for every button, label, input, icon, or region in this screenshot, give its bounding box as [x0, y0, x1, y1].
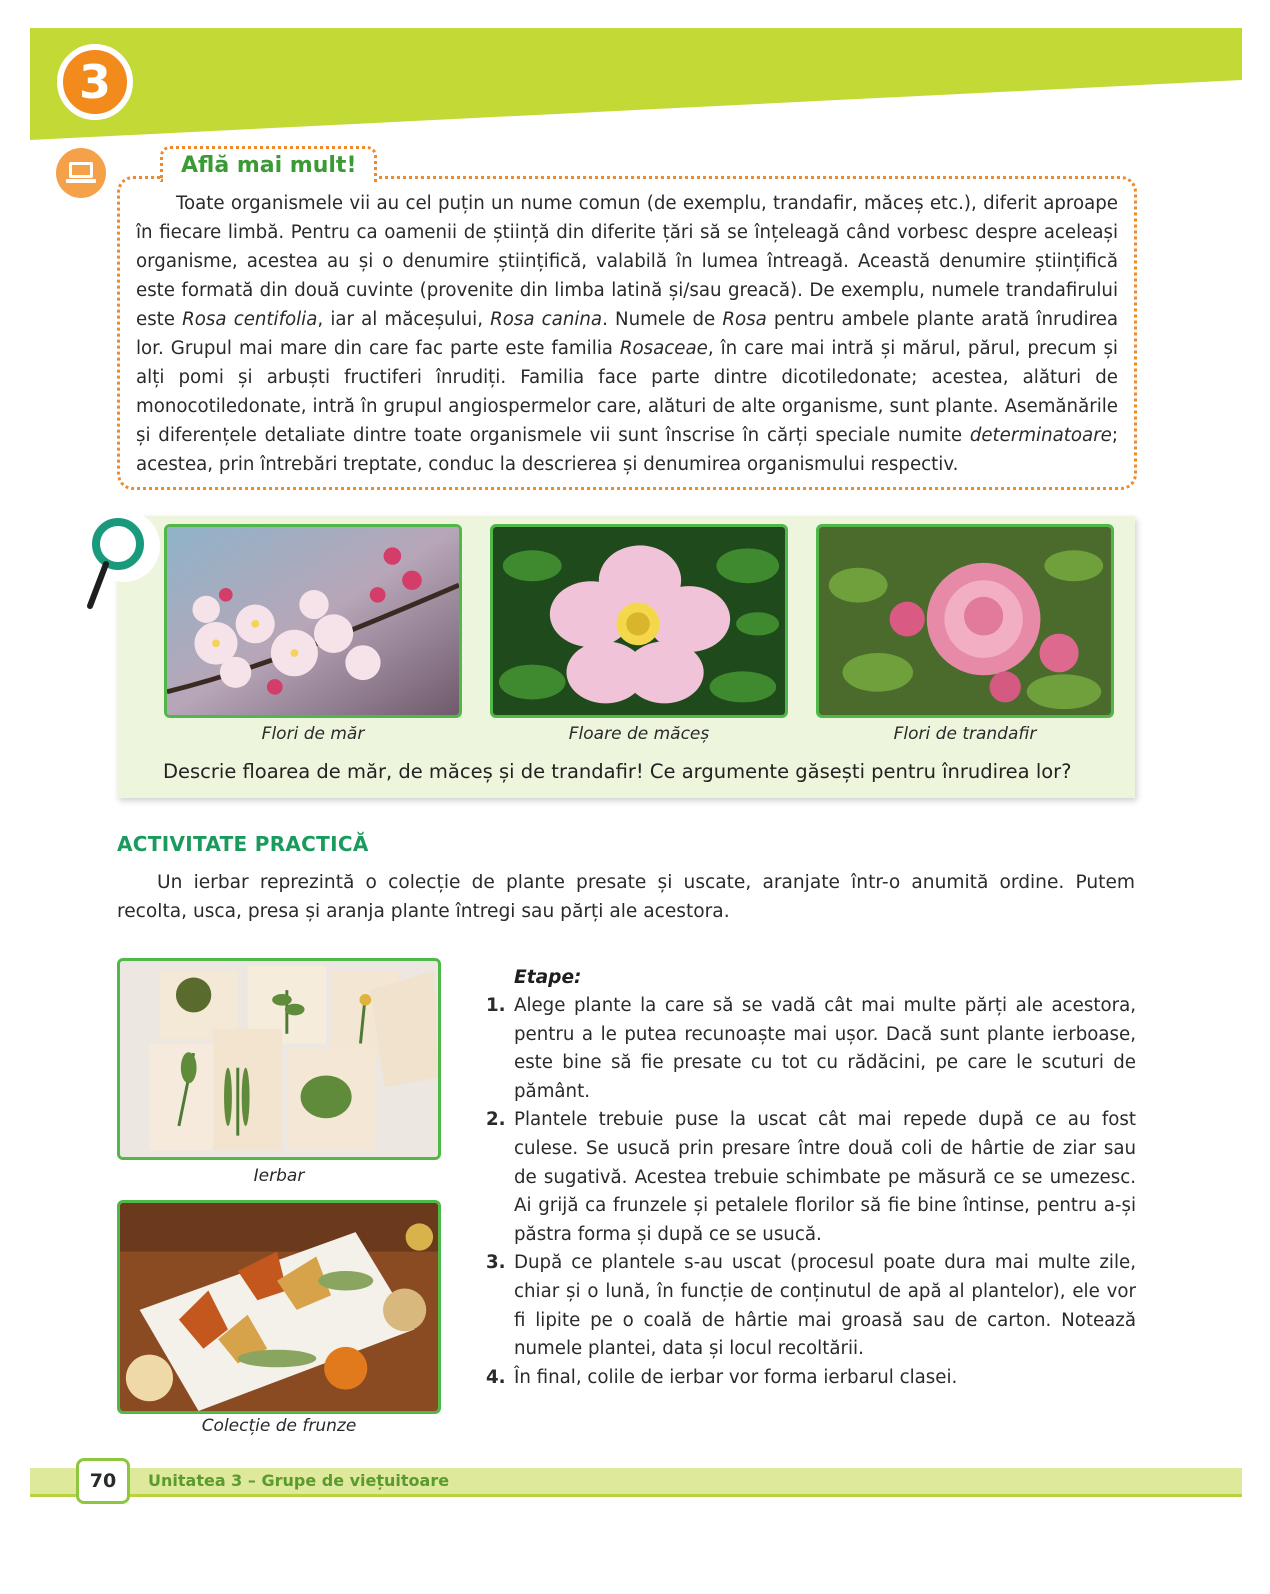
photo-caption: Colecție de frunze — [201, 1416, 357, 1436]
footer-unit-title: Unitatea 3 – Grupe de viețuitoare — [148, 1471, 450, 1490]
step-text: După ce plantele s-au uscat (procesul poate dura mai multe zile, chiar și o lună, în funcție de conținutul de apă al plantelor), ele vor fi lipite pe o coală de hârtie mai groasă sau de carton. Notează numele plantei, data și locul recoltării. — [514, 1252, 1136, 1360]
unit-number-badge — [57, 44, 133, 120]
herbarium-photo — [117, 958, 441, 1160]
step-number: 2. — [486, 1109, 506, 1131]
header-banner — [30, 28, 1242, 140]
rose-photo — [816, 524, 1114, 718]
photo-caption: Flori de trandafir — [893, 724, 1037, 744]
info-box — [117, 176, 1137, 490]
step-number: 1. — [486, 995, 506, 1016]
list-item — [486, 992, 1136, 1106]
step-number: 3. — [486, 1252, 506, 1274]
steps-title: Etape: — [514, 967, 582, 988]
apple-blossom-photo — [164, 524, 462, 718]
unit-number: 3 — [78, 55, 111, 109]
step-text: Plantele trebuie puse la uscat cât mai repede după ce au fost culese. Se usucă prin presare între două coli de hârtie de ziar sau de sugativă. Acestea trebuie schimbate pe măsură ce se umezesc. Ai grijă ca frunzele și petalele florilor să fie bine întinse, pentru a-și păstra forma și după ce se usucă. — [514, 1109, 1136, 1245]
step-text: În final, colile de ierbar vor forma ierbarul clasei. — [514, 1366, 958, 1388]
computer-icon — [56, 148, 106, 198]
steps-list — [486, 964, 1136, 1392]
photo-caption: Flori de măr — [261, 724, 365, 744]
leaf-collection-photo — [117, 1200, 441, 1414]
step-text: Alege plante la care să se vadă cât mai multe părți ale acestora, pentru a le putea recunoaște mai ușor. Dacă sunt plante ierboase, este bine să fie presate cu tot cu rădăcini, pe care le scuturi de pământ. — [514, 995, 1136, 1102]
info-box-title: Află mai mult! — [181, 153, 357, 178]
dog-rose-photo — [490, 524, 788, 718]
photo-caption: Floare de măceș — [568, 724, 710, 744]
step-number: 4. — [486, 1366, 506, 1388]
info-box-title-tab — [160, 146, 377, 182]
page-number: 70 — [89, 1470, 117, 1492]
magnifier-icon — [84, 508, 164, 618]
page-number-box — [76, 1458, 130, 1504]
observation-question: Descrie floarea de măr, de măceș și de trandafir! Ce argumente găsești pentru înrudirea lor? — [163, 760, 1072, 783]
list-item — [486, 1364, 1136, 1393]
section-intro: Un ierbar reprezintă o colecție de plante presate și uscate, aranjate într-o anumită ordine. Putem recolta, usca, presa și aranja plante întregi sau părți ale acestora. — [117, 872, 1135, 922]
footer-line — [30, 1494, 1242, 1497]
info-paragraph: Toate organismele vii au cel puțin un nume comun (de exemplu, trandafir, măceș etc.), diferit aproape în fiecare limbă. Pentru ca oamenii de știință din diferite țări să se înțeleagă când vorbesc despre aceleași organisme, acestea au și o denumire științifică, valabilă în lumea întreagă. Această denumire științifică este formată din două cuvinte (provenite din limba latină și/sau greacă). De exemplu, numele trandafirului este Rosa centifolia, iar al măceșului, Rosa canina. Numele de Rosa pentru ambele plante arată înrudirea lor. Grupul mai mare din care fac parte este familia Rosaceae, în care mai intră și mărul, părul, precum și alți pomi și arbuști fructiferi înrudiți. Familia face parte dintre dicotiledonate; acestea, alături de monocotiledonate, intră în grupul angiospermelor care, alături de alte organisme, sunt plante. Asemănările și diferențele detaliate dintre toate organismele vii sunt înscrise în cărți speciale numite determinatoare; acestea, prin întrebări treptate, conduc la descrierea și denumirea organismului respectiv. — [136, 193, 1118, 475]
list-item — [486, 1249, 1136, 1363]
photo-caption: Ierbar — [253, 1166, 305, 1186]
list-item — [486, 1106, 1136, 1249]
section-title: ACTIVITATE PRACTICĂ — [117, 832, 369, 856]
